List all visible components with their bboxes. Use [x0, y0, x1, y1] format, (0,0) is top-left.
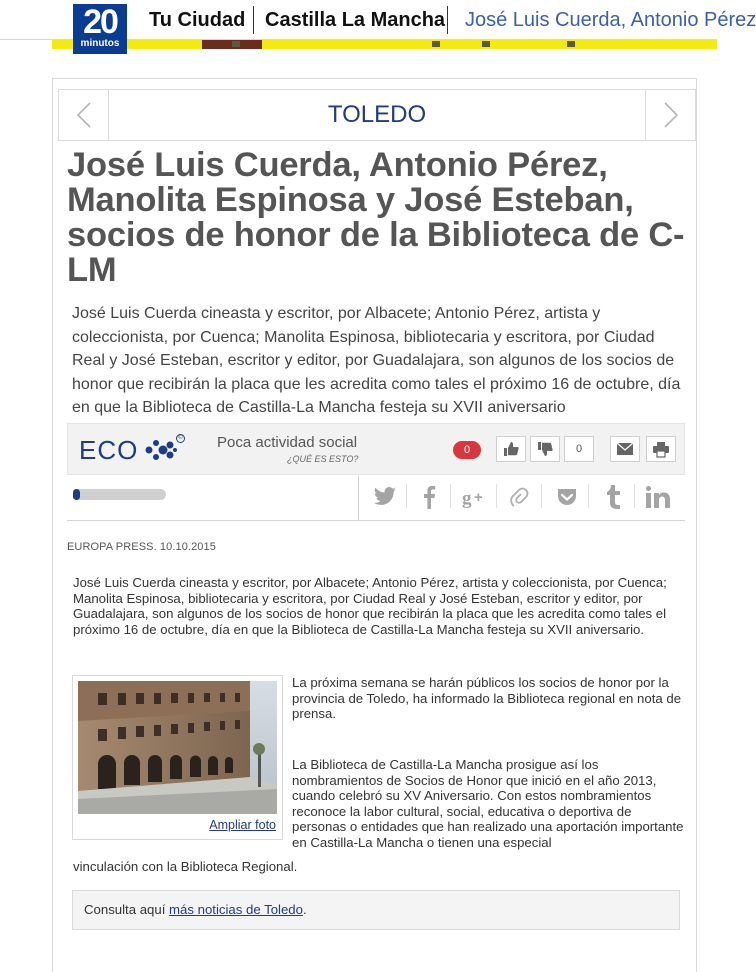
prev-article-button[interactable]	[59, 90, 109, 140]
library-building-photo	[78, 681, 277, 814]
article-paragraph: La próxima semana se harán públicos los socios de honor por la provincia de Toledo, ha informado la Biblioteca regional en nota de prensa.	[292, 675, 682, 722]
share-divider	[358, 476, 359, 520]
article-photo[interactable]	[78, 681, 277, 814]
votes-count	[564, 436, 594, 462]
twitter-share-button[interactable]	[371, 483, 399, 511]
breadcrumb-article[interactable]: José Luis Cuerda, Antonio Pérez	[465, 9, 756, 31]
print-button[interactable]	[646, 436, 676, 462]
pocket-share-button[interactable]	[553, 483, 581, 511]
chevron-left-icon	[76, 101, 92, 129]
eco-copyright-mark: ©	[176, 434, 185, 443]
nav-tu-ciudad[interactable]: Tu Ciudad	[149, 9, 246, 31]
ad-mark	[567, 41, 575, 47]
next-article-button[interactable]	[645, 90, 695, 140]
envelope-icon	[617, 443, 633, 455]
printer-icon	[653, 442, 669, 457]
googleplus-share-button[interactable]	[461, 483, 489, 511]
pocket-icon	[557, 488, 577, 506]
linkedin-icon	[646, 486, 670, 508]
logo-number: 20	[83, 3, 117, 41]
votes-count-value: 0	[575, 443, 583, 455]
what-is-this-link[interactable]: ¿QUÉ ES ESTO?	[287, 454, 359, 464]
more-news-box	[72, 890, 680, 930]
tumblr-icon	[605, 485, 621, 509]
nav-castilla-la-mancha[interactable]: Castilla La Mancha	[265, 9, 446, 31]
article-paragraph-continued: vinculación con la Biblioteca Regional.	[73, 859, 298, 874]
thumbs-up-icon	[503, 441, 519, 457]
more-news-suffix: .	[302, 902, 307, 917]
share-separator	[496, 484, 497, 508]
ad-mark	[232, 41, 240, 47]
meneame-icon	[509, 486, 531, 508]
share-separator	[634, 484, 635, 508]
comments-count-badge[interactable]: 0	[453, 441, 481, 459]
section-title[interactable]: TOLEDO	[327, 101, 427, 128]
ad-mark	[432, 41, 440, 47]
meneame-share-button[interactable]	[506, 483, 534, 511]
share-separator	[406, 484, 407, 508]
article-lead: José Luis Cuerda cineasta y escritor, por Albacete; Antonio Pérez, artista y coleccionista, por Cuenca; Manolita Espinosa, bibliotecaria y escritora, por Ciudad Real y José Esteban, escritor y editor, por Guadalajara, son algunos de los socios de honor que recibirán la placa que les acredita como tales el próximo 16 de octubre, día en que la Biblioteca de Castilla-La Mancha festeja su XVII aniversario	[72, 305, 681, 416]
share-bottom-line	[67, 520, 685, 521]
thumbs-down-icon	[537, 441, 553, 457]
social-activity-progress	[73, 489, 166, 500]
facebook-share-button[interactable]	[415, 483, 443, 511]
more-news-link[interactable]: más noticias de Toledo	[169, 902, 303, 917]
thumbs-up-button[interactable]	[496, 436, 526, 462]
article-byline: EUROPA PRESS. 10.10.2015	[67, 541, 216, 553]
section-nav	[58, 89, 696, 141]
eco-dots-icon	[143, 436, 177, 464]
social-activity-label: Poca actividad social	[217, 434, 358, 451]
linkedin-share-button[interactable]	[644, 483, 672, 511]
ad-mark	[482, 41, 490, 47]
site-logo[interactable]	[73, 4, 127, 54]
svg-text:+: +	[474, 489, 483, 506]
article-paragraph: La Biblioteca de Castilla-La Mancha prosigue así los nombramientos de Socios de Honor que inició en el año 2013, cuando celebró su XV Aniversario. Con estos nombramientos reconoce la labor cultural, social, educativa o deportiva de personas o entidades que han realizado una aportación importante en Castilla-La Mancha o tienen una especial	[292, 757, 684, 850]
article-photo-box	[72, 675, 283, 840]
ad-banner-strip[interactable]	[52, 40, 717, 49]
enlarge-photo-link[interactable]: Ampliar foto	[209, 818, 276, 832]
share-separator	[450, 484, 451, 508]
facebook-icon	[422, 485, 436, 509]
nav-divider	[447, 6, 448, 34]
share-separator	[588, 484, 589, 508]
svg-text:g: g	[462, 488, 472, 509]
progress-fill	[73, 489, 80, 500]
eco-label[interactable]: ECO	[79, 435, 139, 465]
google-plus-icon	[462, 486, 488, 508]
article-paragraph: José Luis Cuerda cineasta y escritor, por Albacete; Antonio Pérez, artista y coleccionista, por Cuenca; Manolita Espinosa, bibliotecaria y escritora, por Ciudad Real y José Esteban, escritor y editor, por Guadalajara, son algunos de los socios de honor que recibirán la placa que les acredita como tales el próximo 16 de octubre, día en que la Biblioteca de Castilla-La Mancha festeja su XVII aniversario.	[73, 575, 667, 637]
twitter-icon	[373, 487, 397, 507]
social-activity-bar	[67, 423, 685, 475]
chevron-right-icon	[663, 101, 679, 129]
logo-text: minutos	[80, 38, 120, 49]
share-separator	[541, 484, 542, 508]
thumbs-down-button[interactable]	[530, 436, 560, 462]
tumblr-share-button[interactable]	[599, 483, 627, 511]
article-headline: José Luis Cuerda, Antonio Pérez, Manolita Espinosa y José Esteban, socios de honor de la Biblioteca de C-LM	[67, 146, 685, 289]
email-share-button[interactable]	[610, 436, 640, 462]
more-news-prefix: Consulta aquí	[84, 902, 170, 917]
nav-divider	[253, 6, 254, 34]
